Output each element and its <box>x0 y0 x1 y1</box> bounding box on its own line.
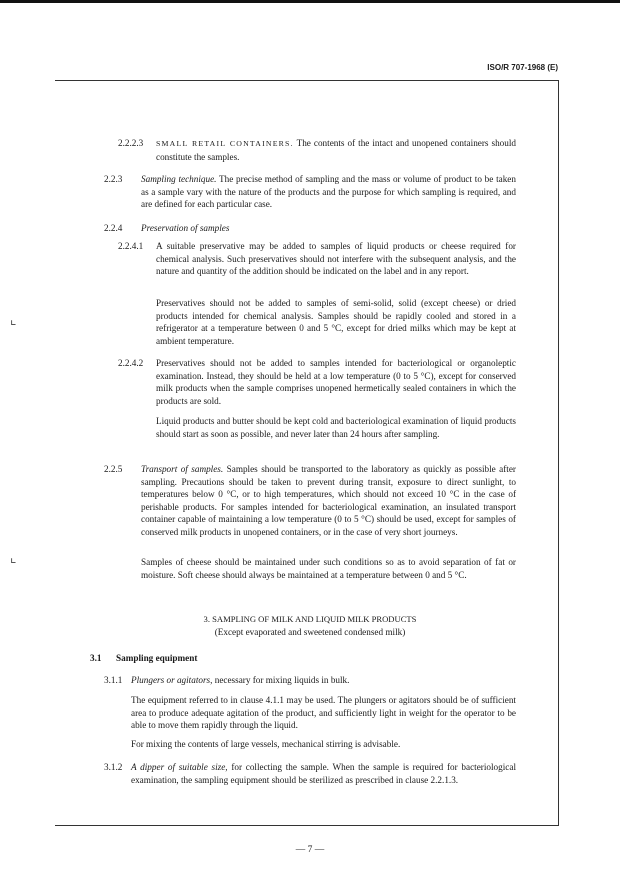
document-reference: ISO/R 707-1968 (E) <box>487 63 558 72</box>
clause-2-2-4-1-para-2: Preservatives should not be added to samples of semi-solid, solid (except cheese) or dried products intended for chemical analysis. Samples should be rapidly cooled and stored in a refrigerator at a temperature between 0 and 5 °C, except for dried milks which may be kept at ambient temperature. <box>156 298 516 346</box>
clause-number: 2.2.5 <box>104 464 123 474</box>
clause-2-2-5-para-2: Samples of cheese should be maintained under such conditions so as to avoid separation of fat or moisture. Soft cheese should always be maintained at a temperature between 0 and 5 °C. <box>141 557 516 580</box>
clause-heading: Plungers or agitators, <box>131 675 213 685</box>
clause-number: 3.1 <box>90 653 102 663</box>
clause-number: 2.2.4.2 <box>118 358 144 368</box>
clause-3-1-1-para-3: For mixing the contents of large vessels, mechanical stirring is advisable. <box>131 739 401 749</box>
clause-2-2-2-3 <box>156 137 516 163</box>
clause-text: for collecting the sample. When the sample is required for bacteriological examination, the sampling equipment should be sterilized as prescribed in clause 2.2.1.3. <box>131 762 517 785</box>
section-subtitle: (Except evaporated and sweetened condensed milk) <box>214 627 406 637</box>
scan-mark-icon: ⌞ <box>10 550 17 566</box>
clause-number: 2.2.4.1 <box>118 241 144 251</box>
clause-2-2-4-2: Preservatives should not be added to samples intended for bacteriological or organoleptic examination. Instead, they should be held at a low temperature (0 to 5 °C), except for conserved milk products when the sample comprises unopened hermetically sealed containers in which the products are sold. <box>156 358 516 406</box>
clause-2-2-4-2-para-2: Liquid products and butter should be kept cold and bacteriological examination of liquid products should start as soon as possible, and never later than 24 hours after sampling. <box>156 416 516 439</box>
clause-number: 3.1.2 <box>104 762 123 772</box>
page-number: — 7 — <box>295 845 325 855</box>
clause-2-2-4-1: A suitable preservative may be added to samples of liquid products or cheese required for chemical analysis. Such preservatives should not interfere with the subsequent analysis, and the nature and quantity of the addition should be indicated on the label and in any report. <box>156 241 516 276</box>
clause-heading: SMALL RETAIL CONTAINERS. <box>156 139 294 148</box>
clause-text: The precise method of sampling and the mass or volume of product to be taken as a sample vary with the nature of the products and the purpose for which sampling is required, and are defined for each particular case. <box>141 174 516 209</box>
clause-2-2-3 <box>141 173 516 211</box>
clause-2-2-4 <box>141 222 516 235</box>
clause-text: necessary for mixing liquids in bulk. <box>214 675 350 685</box>
clause-number: 2.2.3 <box>104 174 123 184</box>
clause-heading: Preservation of samples <box>141 223 230 233</box>
scan-mark-icon: ⌞ <box>10 312 17 328</box>
clause-number: 2.2.4 <box>104 223 123 233</box>
clause-heading: Sampling technique. <box>141 174 217 184</box>
section-title: 3. SAMPLING OF MILK AND LIQUID MILK PRODUCTS <box>203 614 417 624</box>
clause-2-2-5 <box>141 463 516 538</box>
clause-heading: A dipper of suitable size, <box>131 762 228 772</box>
clause-3-1-2 <box>131 761 516 786</box>
top-rule <box>0 0 620 3</box>
clause-3-1-1-para-2: The equipment referred to in clause 4.1.1 may be used. The plungers or agitators should be of sufficient area to produce adequate agitation of the product, and sufficiently light in weight for the operator to be able to move them rapidly through the liquid. <box>131 695 516 730</box>
clause-3-1-1 <box>131 674 516 687</box>
clause-number: 2.2.2.3 <box>118 138 144 148</box>
clause-text: Samples should be transported to the laboratory as quickly as possible after sampling. Precautions should be taken to prevent during transit, exposure to direct sunlight, to temperatures below 0 °C, or to high temperatures, which should not exceed 10 °C in the case of perishable products. For samples intended for bacteriological examination, an insulated transport container capable of maintaining a low temperature (0 to 5 °C) should be used, except for samples of conserved milk products in unopened containers, or in the case of very short journeys. <box>141 464 516 537</box>
clause-heading: Transport of samples. <box>141 464 224 474</box>
clause-3-1-heading: Sampling equipment <box>116 653 198 663</box>
clause-text: The contents of the intact and unopened containers should constitute the samples. <box>156 138 516 162</box>
clause-number: 3.1.1 <box>104 675 123 685</box>
